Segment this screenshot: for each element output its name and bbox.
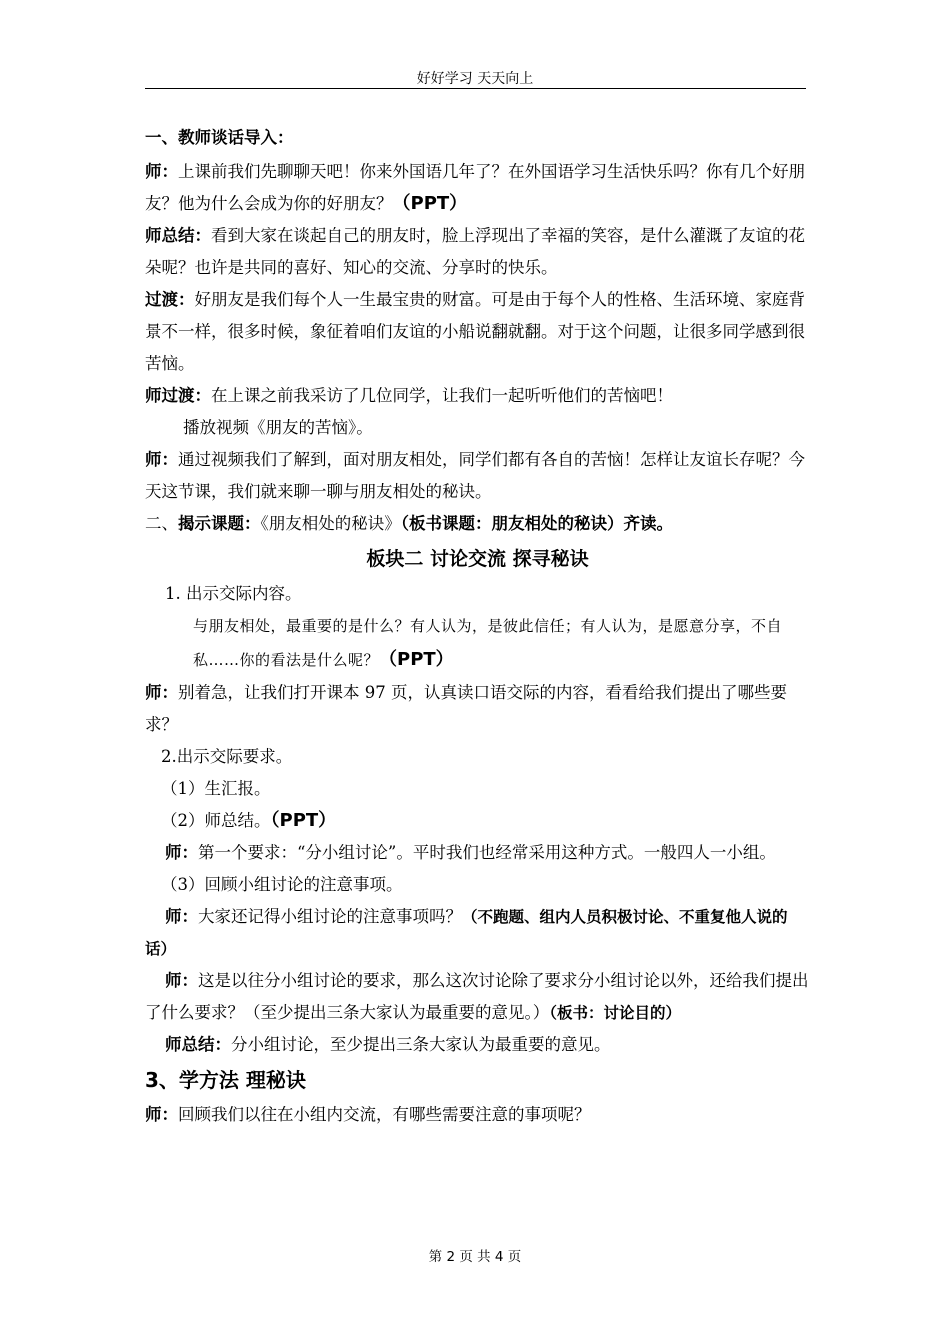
paragraph-teacher-video: 师：通过视频我们了解到，面对朋友相处，同学们都有各自的苦恼！怎样让友谊长存呢？今天这节课，我们就来聊一聊与朋友相处的秘诀。 — [145, 450, 805, 501]
paragraph-teacher-chat: 师：上课前我们先聊聊天吧！你来外国语几年了？在外国语学习生活快乐吗？你有几个好朋友？他为什么会成为你的好朋友？（PPT） — [145, 162, 805, 214]
paragraph-remember: 师：大家还记得小组讨论的注意事项吗？（不跑题、组内人员积极讨论、不重复他人说的话） — [145, 907, 788, 958]
paragraph-item-1: 1. 出示交际内容。 — [165, 584, 302, 603]
paragraph-final-summary: 师总结：分小组讨论，至少提出三条大家认为最重要的意见。 — [165, 1035, 611, 1054]
paragraph-requirements: 师：这是以往分小组讨论的要求，那么这次讨论除了要求分小组讨论以外，还给我们提出了什么要求？（至少提出三条大家认为最重要的意见。）（板书：讨论目的） — [145, 971, 809, 1022]
section-title-2: 板块二 讨论交流 探寻秘诀 — [366, 548, 589, 570]
paragraph-video: 播放视频《朋友的苦恼》。 — [183, 418, 373, 437]
paragraph-transition: 过渡：好朋友是我们每个人一生最宝贵的财富。可是由于每个人的性格、生活环境、家庭背景不一样，很多时候，象征着咱们友谊的小船说翻就翻。对于这个问题，让很多同学感到很苦恼。 — [145, 290, 805, 373]
paragraph-sub-1: （1）生汇报。 — [161, 779, 271, 798]
paragraph-intro-heading: 一、教师谈话导入： — [145, 128, 294, 147]
paragraph-item-2: 2.出示交际要求。 — [161, 747, 293, 766]
paragraph-teacher-transition: 师过渡：在上课之前我采访了几位同学，让我们一起听听他们的苦恼吧！ — [145, 386, 673, 405]
paragraph-first-requirement: 师：第一个要求：“分小组讨论”。平时我们也经常采用这种方式。一般四人一小组。 — [165, 843, 776, 862]
paragraph-teacher-summary: 师总结：看到大家在谈起自己的朋友时，脸上浮现出了幸福的笑容，是什么灌溉了友谊的花朵呢？也许是共同的喜好、知心的交流、分享时的快乐。 — [145, 226, 805, 277]
section-title-3: 3、学方法 理秘诀 — [145, 1068, 306, 1092]
paragraph-quote: 与朋友相处，最重要的是什么？有人认为，是彼此信任；有人认为，是愿意分享，不自私……你的看法是什么呢？（PPT） — [193, 617, 783, 670]
paragraph-sub-3: （3）回顾小组讨论的注意事项。 — [161, 875, 403, 894]
paragraph-topic: 二、揭示课题：《朋友相处的秘诀》（板书课题：朋友相处的秘诀）齐读。 — [145, 514, 673, 533]
page-header: 好好学习 天天向上 — [416, 71, 534, 87]
header-rule — [145, 88, 806, 89]
page-footer: 第 2 页 共 4 页 — [428, 1249, 522, 1265]
paragraph-sub-2: （2）师总结。（PPT） — [161, 810, 337, 831]
paragraph-review: 师：回顾我们以往在小组内交流，有哪些需要注意的事项呢？ — [145, 1105, 591, 1124]
document-body — [145, 122, 810, 1131]
paragraph-textbook: 师：别着急，让我们打开课本 97 页，认真读口语交际的内容，看看给我们提出了哪些要求？ — [145, 683, 787, 734]
